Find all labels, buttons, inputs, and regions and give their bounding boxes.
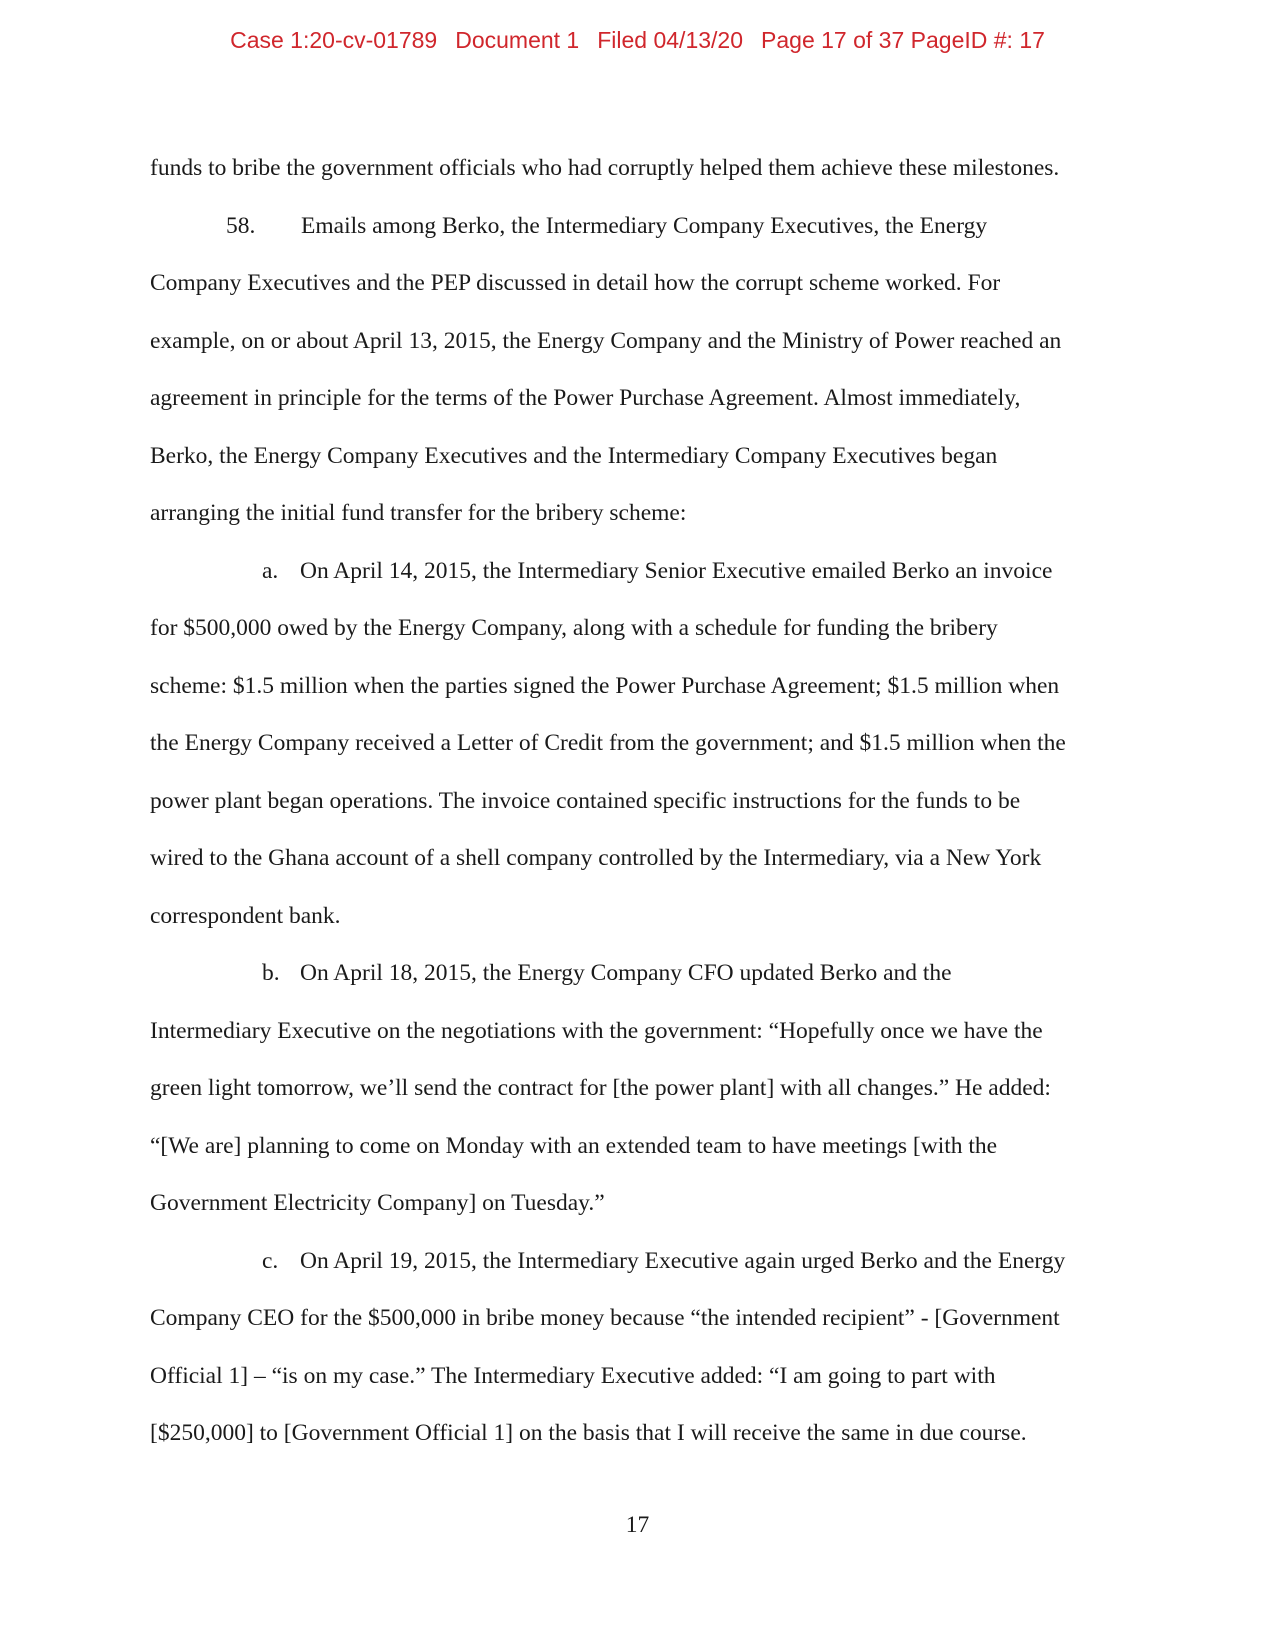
page-id: Page 17 of 37 PageID #: 17 bbox=[761, 27, 1045, 53]
text-line: for $500,000 owed by the Energy Company, along with a schedule for funding the bribery bbox=[150, 615, 998, 641]
text-line: Official 1] – “is on my case.” The Intermediary Executive added: “I am going to part with bbox=[150, 1362, 996, 1389]
text-line: Government Electricity Company] on Tuesday.” bbox=[150, 1190, 605, 1216]
text-line: wired to the Ghana account of a shell company controlled by the Intermediary, via a New York bbox=[150, 845, 1042, 871]
text-line: Company Executives and the PEP discussed in detail how the corrupt scheme worked. For bbox=[150, 270, 1001, 296]
text-line: “[We are] planning to come on Monday with an extended team to have meetings [with the bbox=[150, 1132, 998, 1159]
text-line: example, on or about April 13, 2015, the Energy Company and the Ministry of Power reached an bbox=[150, 327, 1062, 354]
text-line: Berko, the Energy Company Executives and the Intermediary Company Executives began bbox=[150, 442, 998, 469]
text-line: funds to bribe the government officials who had corruptly helped them achieve these milestones. bbox=[150, 155, 1060, 181]
paragraph-number: 58. bbox=[226, 212, 256, 239]
text-line: scheme: $1.5 million when the parties signed the Power Purchase Agreement; $1.5 million when bbox=[150, 672, 1060, 699]
page-number: 17 bbox=[625, 1512, 650, 1538]
text-line: [$250,000] to [Government Official 1] on the basis that I will receive the same in due course. bbox=[150, 1420, 1027, 1446]
subparagraph-a-first-line bbox=[150, 543, 1140, 601]
subparagraph-letter: a. bbox=[262, 557, 279, 584]
text-line: arranging the initial fund transfer for the bribery scheme: bbox=[150, 500, 687, 526]
case-header bbox=[0, 27, 1275, 54]
text-line: correspondent bank. bbox=[150, 902, 341, 929]
subparagraph-b-first-line bbox=[150, 945, 1140, 1003]
filed-date: Filed 04/13/20 bbox=[597, 27, 744, 53]
text-line: Company CEO for the $500,000 in bribe money because “the intended recipient” - [Government bbox=[150, 1305, 1060, 1331]
text-line: agreement in principle for the terms of the Power Purchase Agreement. Almost immediately, bbox=[150, 385, 1021, 411]
subparagraph-c-first-line bbox=[150, 1233, 1140, 1291]
case-number: Case 1:20-cv-01789 bbox=[230, 27, 438, 53]
text-line: On April 18, 2015, the Energy Company CFO updated Berko and the bbox=[300, 960, 952, 986]
paragraph-58-first-line bbox=[150, 198, 1140, 256]
document-body bbox=[150, 140, 1140, 1463]
text-line: the Energy Company received a Letter of Credit from the government; and $1.5 million when the bbox=[150, 730, 1066, 756]
text-line: On April 14, 2015, the Intermediary Senior Executive emailed Berko an invoice bbox=[300, 557, 1053, 584]
text-line: Intermediary Executive on the negotiations with the government: “Hopefully once we have the bbox=[150, 1017, 1043, 1044]
text-line: power plant began operations. The invoice contained specific instructions for the funds to be bbox=[150, 787, 1021, 814]
subparagraph-letter: b. bbox=[262, 960, 280, 986]
text-line: green light tomorrow, we’ll send the contract for [the power plant] with all changes.” He added: bbox=[150, 1075, 1051, 1101]
text-line: On April 19, 2015, the Intermediary Executive again urged Berko and the Energy bbox=[300, 1247, 1066, 1274]
subparagraph-letter: c. bbox=[262, 1247, 279, 1274]
text-line: Emails among Berko, the Intermediary Company Executives, the Energy bbox=[301, 212, 988, 239]
document-label: Document 1 bbox=[455, 27, 580, 53]
